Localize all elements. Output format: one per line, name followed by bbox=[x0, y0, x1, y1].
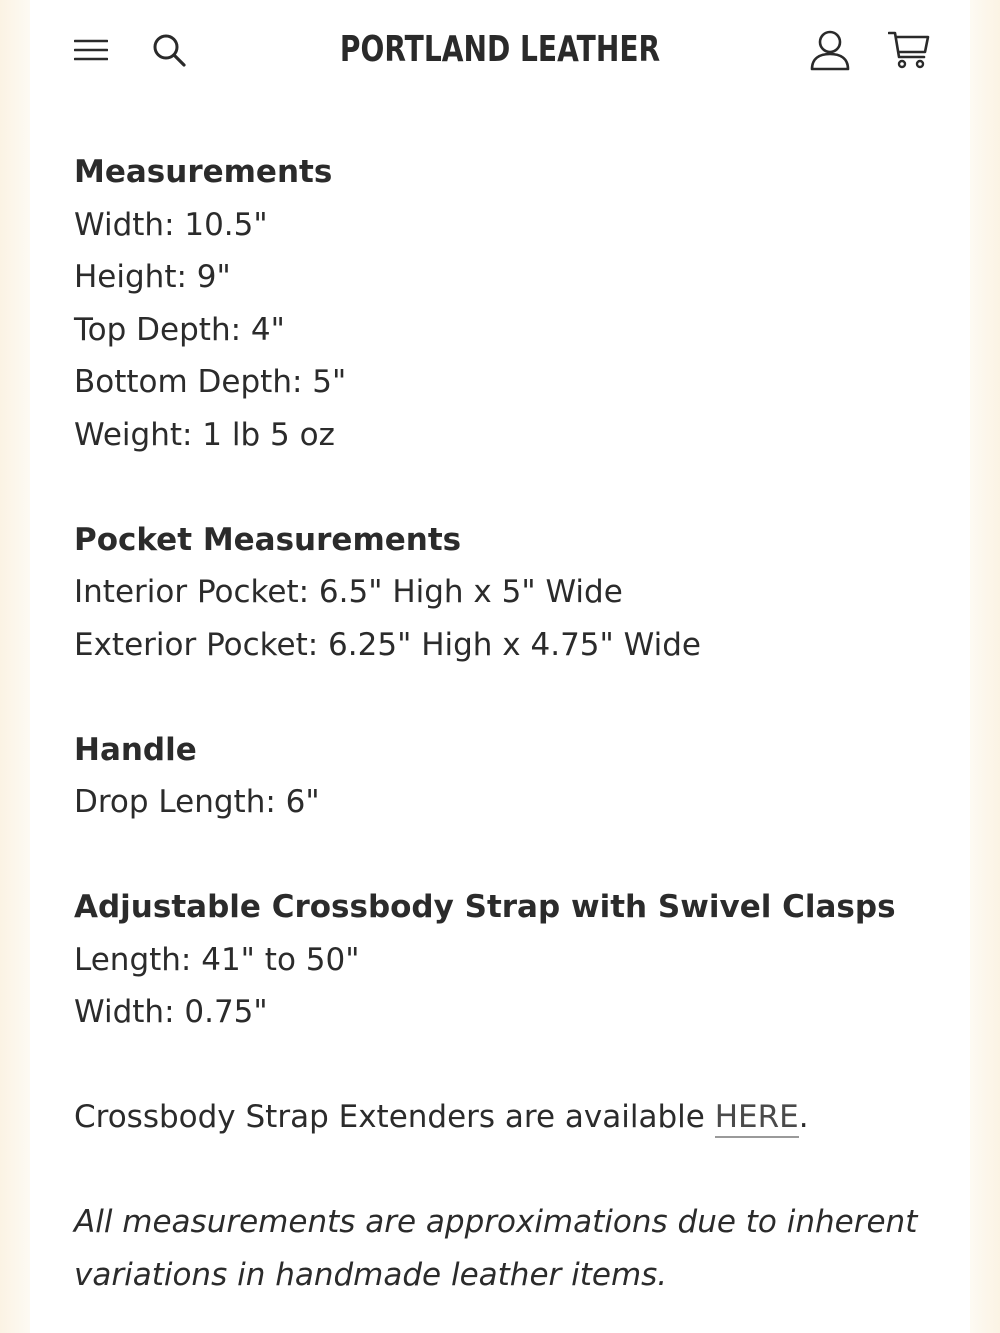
spec-line: Height: 9" bbox=[74, 259, 231, 295]
spec-line: Width: 10.5" bbox=[74, 206, 268, 243]
account-button[interactable] bbox=[808, 28, 852, 72]
spacer bbox=[74, 1144, 954, 1197]
spec-line: Top Depth: 4" bbox=[74, 311, 285, 348]
spacer bbox=[74, 671, 954, 724]
search-icon bbox=[151, 32, 187, 68]
extenders-text: Crossbody Strap Extenders are available bbox=[74, 1099, 715, 1135]
spec-line: Length: 41" to 50" bbox=[74, 941, 360, 978]
brand-logo[interactable]: PORTLAND LEATHER bbox=[339, 29, 661, 70]
spacer bbox=[74, 829, 954, 882]
handle-section bbox=[74, 724, 954, 829]
strap-section bbox=[74, 881, 954, 1039]
spec-line: Exterior Pocket: 6.25" High x 4.75" Wide bbox=[74, 626, 701, 663]
product-details-page bbox=[30, 0, 970, 1333]
extenders-link[interactable]: HERE bbox=[715, 1099, 799, 1138]
spec-line: Drop Length: 6" bbox=[74, 784, 320, 820]
spec-line: Interior Pocket: 6.5" High x 5" Wide bbox=[74, 574, 623, 610]
menu-button[interactable] bbox=[69, 28, 113, 72]
spacer bbox=[74, 1039, 954, 1092]
cart-button[interactable] bbox=[887, 28, 931, 72]
spec-line: Bottom Depth: 5" bbox=[74, 364, 347, 400]
extenders-paragraph bbox=[74, 1091, 954, 1144]
pocket-measurements-section bbox=[74, 514, 954, 672]
measurements-section bbox=[74, 146, 954, 461]
site-header bbox=[30, 0, 970, 100]
disclaimer-line: All measurements are approximations due to inherent bbox=[74, 1204, 918, 1240]
section-heading: Pocket Measurements bbox=[74, 521, 462, 558]
cart-icon bbox=[888, 30, 930, 70]
disclaimer-line: variations in handmade leather items. bbox=[74, 1256, 668, 1293]
search-button[interactable] bbox=[147, 28, 191, 72]
spacer bbox=[74, 461, 954, 514]
menu-icon bbox=[74, 37, 108, 63]
section-heading: Measurements bbox=[74, 154, 333, 190]
account-icon bbox=[810, 29, 850, 71]
section-heading: Handle bbox=[74, 731, 197, 768]
spec-line: Width: 0.75" bbox=[74, 994, 268, 1030]
spec-line: Weight: 1 lb 5 oz bbox=[74, 416, 335, 453]
section-heading: Adjustable Crossbody Strap with Swivel Clasps bbox=[74, 889, 896, 925]
disclaimer-note bbox=[74, 1196, 954, 1301]
product-specs bbox=[74, 146, 954, 1301]
extenders-suffix: . bbox=[798, 1099, 809, 1135]
